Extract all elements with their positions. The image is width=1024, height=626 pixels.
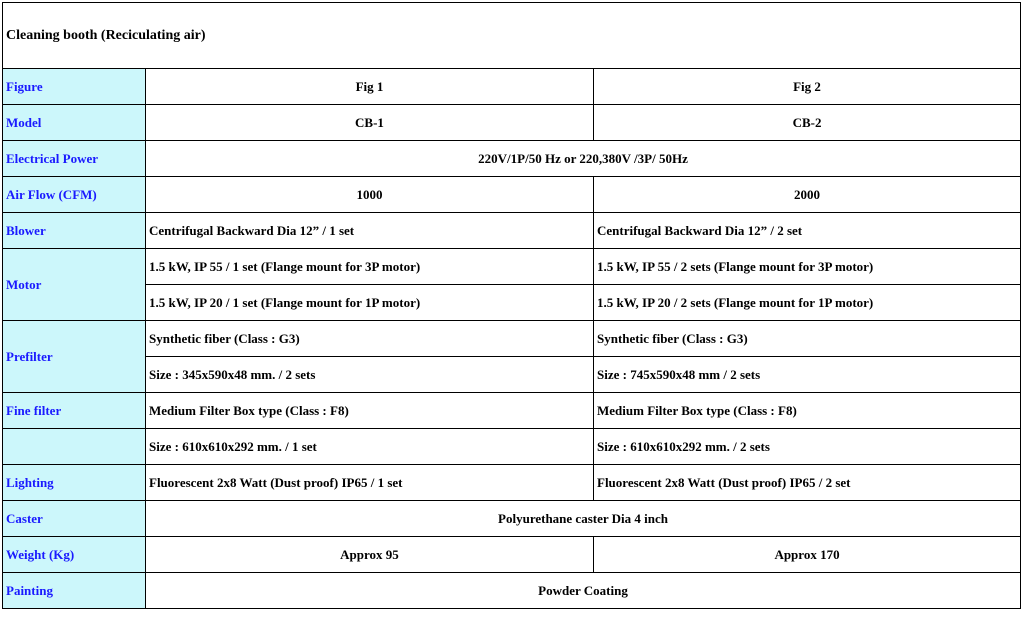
cell-prefilter-a2: Synthetic fiber (Class : G3) — [594, 321, 1021, 357]
cell-finefilter-a2: Medium Filter Box type (Class : F8) — [594, 393, 1021, 429]
title-row — [3, 3, 1021, 69]
row-label-weight: Weight (Kg) — [3, 537, 146, 573]
table-row — [3, 177, 1021, 213]
table-row — [3, 321, 1021, 357]
cell-painting: Powder Coating — [146, 573, 1021, 609]
cell-model-1: CB-1 — [146, 105, 594, 141]
row-label-prefilter: Prefilter — [3, 321, 146, 393]
cell-lighting-2: Fluorescent 2x8 Watt (Dust proof) IP65 / 2 set — [594, 465, 1021, 501]
row-label-blower: Blower — [3, 213, 146, 249]
table-row — [3, 105, 1021, 141]
cell-blower-1: Centrifugal Backward Dia 12” / 1 set — [146, 213, 594, 249]
cell-airflow-2: 2000 — [594, 177, 1021, 213]
table-row — [3, 249, 1021, 285]
table-row — [3, 285, 1021, 321]
row-label-figure: Figure — [3, 69, 146, 105]
cell-prefilter-b1: Size : 345x590x48 mm. / 2 sets — [146, 357, 594, 393]
cell-finefilter-b2: Size : 610x610x292 mm. / 2 sets — [594, 429, 1021, 465]
cell-motor-a1: 1.5 kW, IP 55 / 1 set (Flange mount for 3P motor) — [146, 249, 594, 285]
table-row — [3, 537, 1021, 573]
cell-airflow-1: 1000 — [146, 177, 594, 213]
row-label-motor: Motor — [3, 249, 146, 321]
cell-figure-2: Fig 2 — [594, 69, 1021, 105]
table-row — [3, 141, 1021, 177]
cell-finefilter-b1: Size : 610x610x292 mm. / 1 set — [146, 429, 594, 465]
table-row — [3, 429, 1021, 465]
table-row — [3, 69, 1021, 105]
cell-finefilter-a1: Medium Filter Box type (Class : F8) — [146, 393, 594, 429]
table-row — [3, 573, 1021, 609]
row-label-power: Electrical Power — [3, 141, 146, 177]
cell-motor-a2: 1.5 kW, IP 55 / 2 sets (Flange mount for 3P motor) — [594, 249, 1021, 285]
row-label-lighting: Lighting — [3, 465, 146, 501]
cell-motor-b1: 1.5 kW, IP 20 / 1 set (Flange mount for 1P motor) — [146, 285, 594, 321]
cell-figure-1: Fig 1 — [146, 69, 594, 105]
table-row — [3, 465, 1021, 501]
table-title: Cleaning booth (Reciculating air) — [3, 3, 1021, 69]
row-label-model: Model — [3, 105, 146, 141]
cell-blower-2: Centrifugal Backward Dia 12” / 2 set — [594, 213, 1021, 249]
row-label-empty — [3, 429, 146, 465]
table-row — [3, 357, 1021, 393]
table-row — [3, 501, 1021, 537]
row-label-painting: Painting — [3, 573, 146, 609]
table-row — [3, 213, 1021, 249]
cell-motor-b2: 1.5 kW, IP 20 / 2 sets (Flange mount for 1P motor) — [594, 285, 1021, 321]
cell-prefilter-b2: Size : 745x590x48 mm / 2 sets — [594, 357, 1021, 393]
cell-weight-2: Approx 170 — [594, 537, 1021, 573]
cell-weight-1: Approx 95 — [146, 537, 594, 573]
cell-model-2: CB-2 — [594, 105, 1021, 141]
cell-caster: Polyurethane caster Dia 4 inch — [146, 501, 1021, 537]
row-label-caster: Caster — [3, 501, 146, 537]
cell-power: 220V/1P/50 Hz or 220,380V /3P/ 50Hz — [146, 141, 1021, 177]
table-row — [3, 393, 1021, 429]
spec-table — [2, 2, 1021, 609]
row-label-airflow: Air Flow (CFM) — [3, 177, 146, 213]
cell-lighting-1: Fluorescent 2x8 Watt (Dust proof) IP65 / 1 set — [146, 465, 594, 501]
cell-prefilter-a1: Synthetic fiber (Class : G3) — [146, 321, 594, 357]
row-label-finefilter: Fine filter — [3, 393, 146, 429]
